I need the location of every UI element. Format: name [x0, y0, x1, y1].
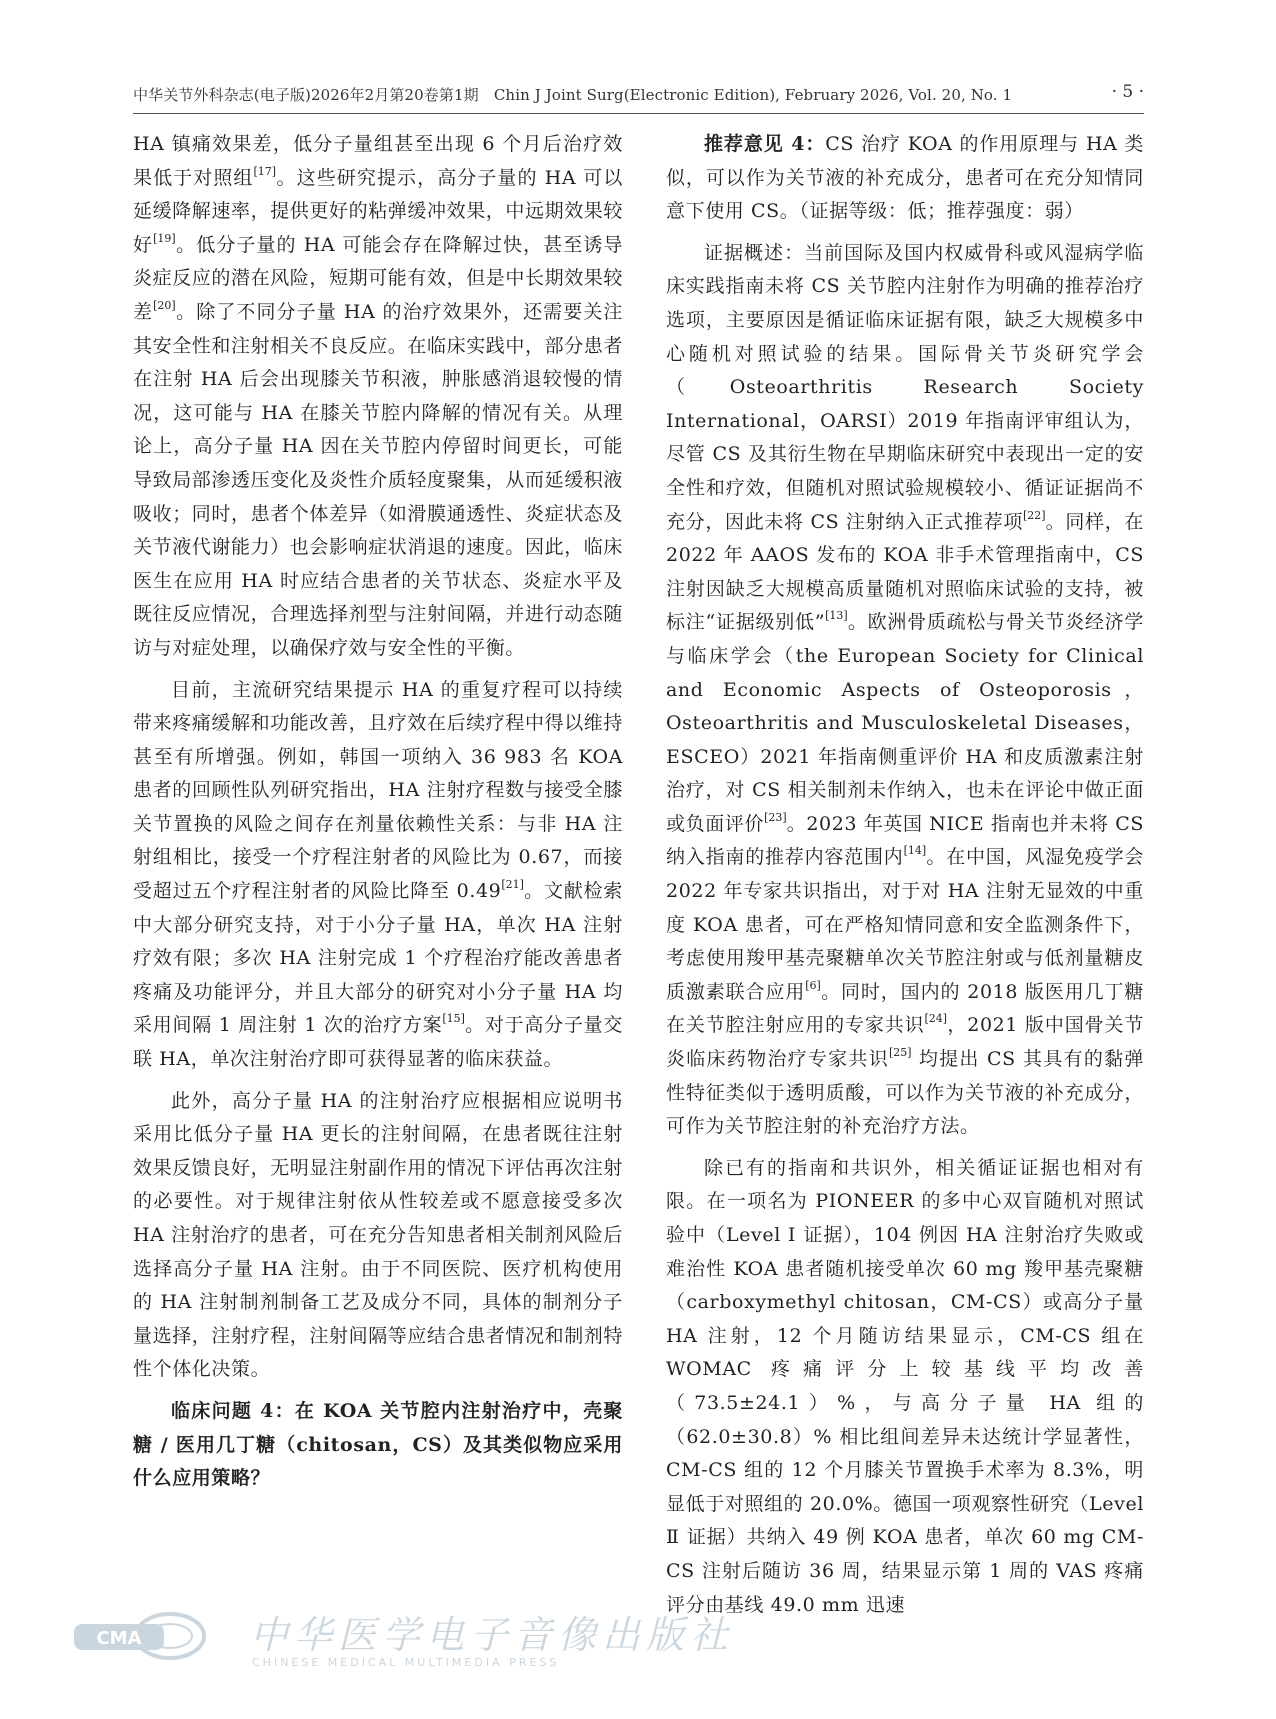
citation: [24] [924, 1012, 948, 1026]
citation: [23] [764, 811, 787, 825]
recommendation: 推荐意见 4：CS 治疗 KOA 的作用原理与 HA 类似，可以作为关节液的补充成分，患者可在充分知情同意下使用 CS。（证据等级：低；推荐强度：弱） [666, 133, 1145, 223]
paragraph: HA 镇痛效果差，低分子量组甚至出现 6 个月后治疗效果低于对照组[17]。这些研究提示，高分子量的 HA 可以延缓降解速率，提供更好的粘弹缓冲效果，中远期效果较好[19]。低分子量的 HA 可能会存在降解过快，甚至诱导炎症反应的潜在风险，短期可能有效，但是中长期效果较差[20]。除了不同分子量 HA 的治疗效果外，还需要关注其安全性和注射相关不良反应。在临床实践中，部分患者在注射 HA 后会出现膝关节积液，肿胀感消退较慢的情况，这可能与 HA 在膝关节腔内降解的情况有关。从理论上，高分子量 HA 因在关节腔内停留时间更长，可能导致局部渗透压变化及炎性介质轻度聚集，从而延缓积液吸收；同时，患者个体差异（如滑膜通透性、炎症状态及关节液代谢能力）也会影响症状消退的速度。因此，临床医生在应用 HA 时应结合患者的关节状态、炎症水平及既往反应情况，合理选择剂型与注射间隔，并进行动态随访与对症处理，以确保疗效与安全性的平衡。 [133, 133, 624, 659]
paragraph: 此外，高分子量 HA 的注射治疗应根据相应说明书采用比低分子量 HA 更长的注射间隔，在患者既往注射效果反馈良好，无明显注射副作用的情况下评估再次注射的必要性。对于规律注射依从性较差或不愿意接受多次 HA 注射治疗的患者，可在充分告知患者相关制剂风险后选择高分子量 HA 注射。由于不同医院、医疗机构使用的 HA 注射制剂制备工艺及成分不同，具体的制剂分子量选择，注射疗程，注射间隔等应结合患者情况和制剂特性个体化决策。 [133, 1089, 624, 1381]
citation: [22] [1023, 508, 1046, 522]
running-header [133, 82, 1144, 106]
page-number: · 5 · [1111, 82, 1144, 102]
clinical-question: 临床问题 4：在 KOA 关节腔内注射治疗中，壳聚糖 / 医用几丁糖（chitosan，CS）及其类似物应采用什么应用策略？ [133, 1399, 623, 1490]
journal-citation: 中华关节外科杂志(电子版)2026年2月第20卷第1期 Chin J Joint Surg(Electronic Edition), February 2026, Vol. 20, No. 1 [133, 86, 1013, 104]
paragraph: 目前，主流研究结果提示 HA 的重复疗程可以持续带来疼痛缓解和功能改善，且疗效在后续疗程中得以维持甚至有所增强。例如，韩国一项纳入 36 983 名 KOA 患者的回顾性队列研究指出，HA 注射疗程数与接受全膝关节置换的风险之间存在剂量依赖性关系：与非 HA 注射组相比，接受一个疗程注射者的风险比为 0.67，而接受超过五个疗程注射者的风险比降至 0.49[21]。文献检索中大部分研究支持，对于小分子量 HA，单次 HA 注射疗效有限；多次 HA 注射完成 1 个疗程治疗能改善患者疼痛及功能评分，并且大部分的研究对小分子量 HA 均采用间隔 1 周注射 1 次的治疗方案[15]。对于高分子量交联 HA，单次注射治疗即可获得显著的临床获益。 [133, 678, 624, 1071]
publisher-logo-icon [70, 1608, 210, 1664]
publisher-name-cn: 中华医学电子音像出版社 [250, 1613, 735, 1657]
citation: [19] [153, 231, 176, 245]
citation: [17] [253, 164, 277, 178]
citation: [21] [501, 878, 524, 892]
publisher-watermark [70, 1600, 735, 1690]
recommendation-label: 推荐意见 4： [704, 133, 826, 155]
logo-text: CMA [96, 1628, 142, 1649]
header-rule [133, 113, 1144, 114]
left-column [133, 128, 623, 1504]
citation: [15] [442, 1012, 465, 1026]
paragraph: 证据概述：当前国际及国内权威骨科或风湿病学临床实践指南未将 CS 关节腔内注射作为明确的推荐治疗选项，主要原因是循证临床证据有限，缺乏大规模多中心随机对照试验的结果。国际骨关节炎研究学会（Osteoarthritis Research Society International，OARSI）2019 年指南评审组认为，尽管 CS 及其衍生物在早期临床研究中表现出一定的安全性和疗效，但随机对照试验规模较小、循证证据尚不充分，因此未将 CS 注射纳入正式推荐项[22]。同样，在 2022 年 AAOS 发布的 KOA 非手术管理指南中，CS 注射因缺乏大规模高质量随机对照临床试验的支持，被标注“证据级别低”[13]。欧洲骨质疏松与骨关节炎经济学与临床学会（the European Society for Clinical and Economic Aspects of Osteoporosis，Osteoarthritis and Musculoskeletal Diseases，ESCEO）2021 年指南侧重评价 HA 和皮质激素注射治疗，对 CS 相关制剂未作纳入，也未在评论中做正面或负面评价[23]。2023 年英国 NICE 指南也并未将 CS 纳入指南的推荐内容范围内[14]。在中国，风湿免疫学会 2022 年专家共识指出，对于对 HA 注射无显效的中重度 KOA 患者，可在严格知情同意和安全监测条件下，考虑使用羧甲基壳聚糖单次关节腔注射或与低剂量糖皮质激素联合应用[6]。同时，国内的 2018 版医用几丁糖在关节腔注射应用的专家共识[24]，2021 版中国骨关节炎临床药物治疗专家共识[25] 均提出 CS 其具有的黏弹性特征类似于透明质酸，可以作为关节液的补充成分，可作为关节腔注射的补充治疗方法。 [666, 241, 1145, 1138]
citation: [20] [153, 299, 176, 313]
citation: [13] [825, 609, 848, 623]
publisher-name-en: CHINESE MEDICAL MULTIMEDIA PRESS [252, 1656, 560, 1669]
right-column [666, 128, 1144, 1630]
paragraph: 除已有的指南和共识外，相关循证证据也相对有限。在一项名为 PIONEER 的多中心双盲随机对照试验中（Level Ⅰ 证据），104 例因 HA 注射治疗失败或难治性 KOA 患者随机接受单次 60 mg 羧甲基壳聚糖（carboxymethyl chitosan，CM-CS）或高分子量 HA 注射，12 个月随访结果显示，CM-CS 组在 WOMAC 疼痛评分上较基线平均改善（73.5±24.1）%，与高分子量 HA 组的（62.0±30.8）% 相比组间差异未达统计学显著性，CM-CS 组的 12 个月膝关节置换手术率为 8.3%，明显低于对照组的 20.0%。德国一项观察性研究（Level Ⅱ 证据）共纳入 49 例 KOA 患者，单次 60 mg CM-CS 注射后随访 36 周，结果显示第 1 周的 VAS 疼痛评分由基线 49.0 mm 迅速 [666, 1156, 1144, 1616]
citation: [14] [903, 844, 927, 858]
citation: [6] [805, 979, 821, 993]
citation: [25] [888, 1046, 912, 1060]
